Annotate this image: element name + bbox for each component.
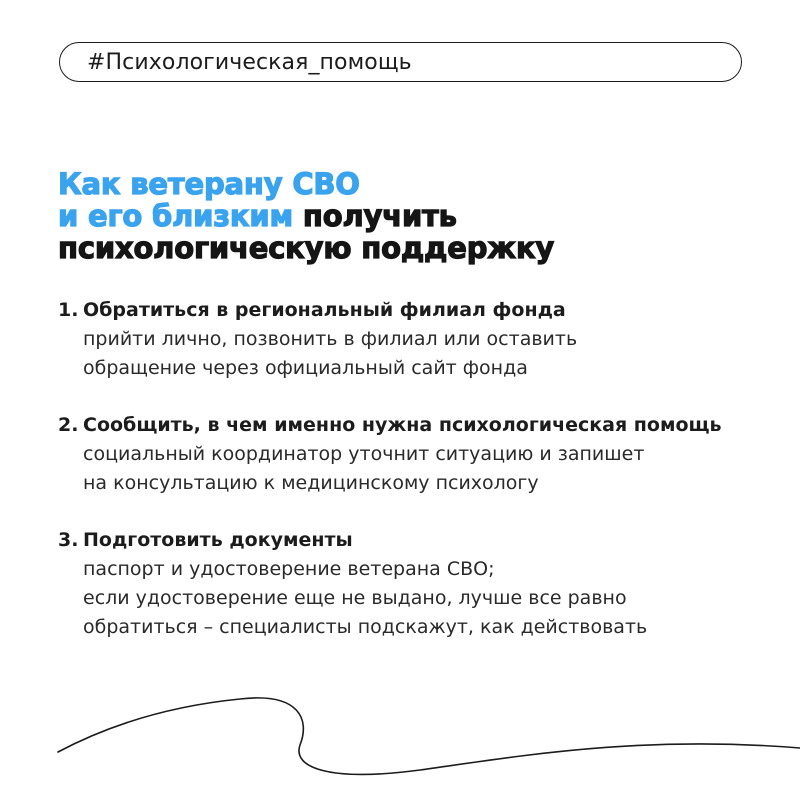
step-2-number: 2. (58, 414, 79, 436)
headline-line-1 (58, 168, 554, 200)
step-2 (58, 411, 758, 498)
headline-accent-1: Как ветерану СВО (58, 167, 360, 201)
step-3-desc-line-2: если удостоверение еще не выдано, лучше все равно (83, 587, 627, 609)
steps-list (58, 296, 758, 642)
step-1-number: 1. (58, 299, 79, 321)
headline-rest-2: получить (293, 199, 457, 233)
wave-curve (58, 698, 800, 774)
step-3-title: Подготовить документы (83, 529, 353, 551)
step-3-number: 3. (58, 529, 79, 551)
step-1-desc-line-1: прийти лично, позвонить в филиал или оставить (83, 328, 578, 350)
step-2-desc-line-1: социальный координатор уточнит ситуацию и запишет (83, 443, 645, 465)
headline-line-3: психологическую поддержку (58, 231, 555, 265)
step-3-desc-line-3: обратиться – специалисты подскажут, как действовать (83, 616, 648, 638)
step-3-desc-line-1: паспорт и удостоверение ветерана СВО; (83, 558, 495, 580)
headline (58, 168, 554, 264)
hashtag-text: #Психологическая_помощь (87, 49, 412, 75)
hashtag-pill (59, 42, 742, 82)
step-1-title: Обратиться в региональный филиал фонда (83, 299, 566, 321)
step-1-desc-line-2: обращение через официальный сайт фонда (83, 357, 528, 379)
headline-line-2 (58, 200, 554, 232)
step-2-title: Сообщить, в чем именно нужна психологическая помощь (83, 414, 722, 436)
headline-accent-2: и его близким (58, 199, 294, 233)
step-3 (58, 526, 758, 642)
step-1 (58, 296, 758, 383)
step-2-desc-line-2: на консультацию к медицинскому психологу (83, 472, 539, 494)
